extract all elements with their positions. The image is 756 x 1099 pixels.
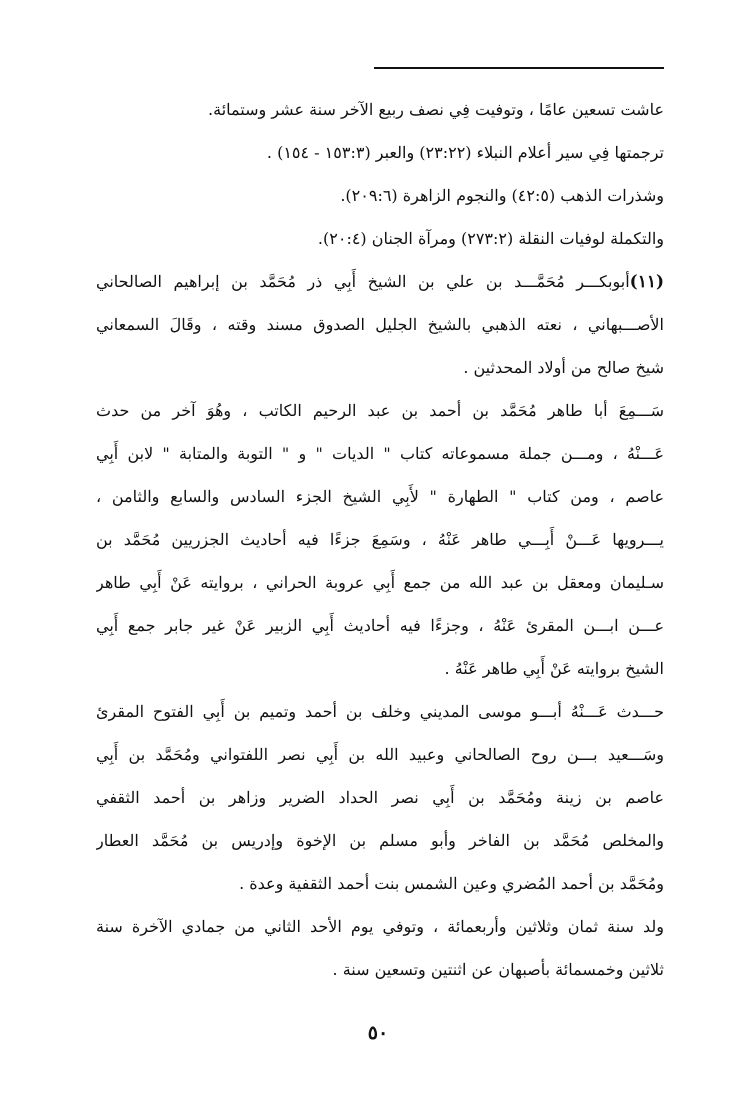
text-line: وشذرات الذهب (٤٢:٥) والنجوم الزاهرة (٢٠٩:٦). bbox=[340, 186, 664, 205]
text-line: عاشت تسعين عامًا ، وتوفيت فِي نصف ربيع الآخر سنة عشر وستمائة. bbox=[208, 100, 664, 119]
text-line: شيخ صالح من أولاد المحدثين . bbox=[463, 358, 664, 377]
text-line: والتكملة لوفيات النقلة (٢٧٣:٢) ومرآة الجنان (٢٠:٤). bbox=[317, 229, 664, 248]
text-line: سـليمان ومعقل بن عبد الله من جمع أَبِي عروبة الحراني ، بروايته عَنْ أَبِي طاهر bbox=[96, 573, 664, 592]
text-line: حـــدث عَـــنْهُ أبـــو موسى المديني وخلف بن أحمد وتميم بن أَبِي الفتوح المقرئ bbox=[96, 702, 664, 721]
text-line: عَـــنْهُ ، ومـــن جملة مسموعاته كتاب " الديات " و " التوبة والمتابة " لابن أَبِي bbox=[96, 444, 664, 463]
page-text bbox=[96, 88, 664, 991]
bio-number: (١١) bbox=[629, 272, 664, 292]
text-line: عـــن ابـــن المقرئ عَنْهُ ، وجزءًا فيه أحاديث أَبِي الزبير عَنْ غير جابر جمع أَبِي bbox=[96, 616, 664, 635]
bio-heading-line bbox=[96, 260, 664, 303]
text-line: ترجمتها فِي سير أعلام النبلاء (٢٣:٢٢) والعبر (١٥٣:٣ - ١٥٤) . bbox=[266, 143, 664, 162]
text-line: ثلاثين وخمسمائة بأصبهان عن اثنتين وتسعين سنة . bbox=[332, 960, 664, 979]
text-line: ومُحَمَّد بن أحمد المُضري وعين الشمس بنت أحمد الثقفية وعدة . bbox=[239, 874, 664, 893]
text-line: وسَـــعيد بـــن روح الصالحاني وعبيد الله بن أَبِي نصر اللفتواني ومُحَمَّد بن أَبِي bbox=[96, 745, 664, 764]
text-line: سَـــمِعَ أبا طاهر مُحَمَّد بن أحمد بن عبد الرحيم الكاتب ، وهُوَ آخر من حدث bbox=[96, 401, 664, 420]
text-line: ولد سنة ثمان وثلاثين وأربعمائة ، وتوفي يوم الأحد الثاني من جمادي الآخرة سنة bbox=[96, 917, 664, 936]
text-line: يـــرويها عَـــنْ أَبِـــي طاهر عَنْهُ ، وسَمِعَ جزءًا فيه أحاديث الجزريين مُحَمَّد بن bbox=[96, 530, 664, 549]
text-line: الأصـــبهاني ، نعته الذهبي بالشيخ الجليل الصدوق مسند وقته ، وقَالَ السمعاني bbox=[96, 315, 664, 334]
text-line: الشيخ بروايته عَنْ أَبِي طاهر عَنْهُ . bbox=[444, 659, 664, 678]
text-line: عاصم ، ومن كتاب " الطهارة " لأَبِي الشيخ الجزء السادس والسابع والثامن ، bbox=[96, 487, 664, 506]
bio-heading-text: أبوبكـــر مُحَمَّـــد بن علي بن الشيخ أَبِي ذر مُحَمَّد بن إبراهيم الصالحاني bbox=[96, 272, 630, 291]
page-number: ٥٠ bbox=[367, 1022, 389, 1044]
footnote-separator-rule bbox=[374, 67, 664, 69]
text-line: والمخلص مُحَمَّد بن الفاخر وأبو مسلم بن الإخوة وإدريس بن مُحَمَّد العطار bbox=[96, 831, 664, 850]
text-line: عاصم بن زينة ومُحَمَّد بن أَبِي نصر الحداد الضرير وزاهر بن أحمد الثقفي bbox=[96, 788, 664, 807]
